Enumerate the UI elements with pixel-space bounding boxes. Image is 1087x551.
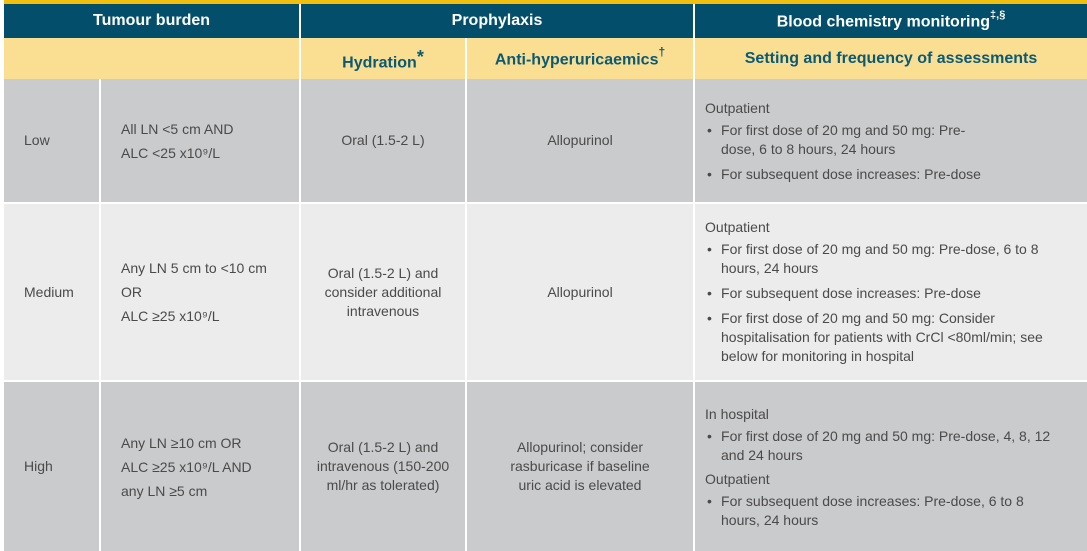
monitoring-cell xyxy=(694,382,1087,551)
criteria-line: Any LN ≥10 cm OR xyxy=(121,434,242,451)
monitoring-list xyxy=(705,492,1077,530)
anti-hyperuricaemics-cell: Allopurinol xyxy=(466,79,694,202)
subheader-hydration xyxy=(300,38,466,79)
monitoring-item-text: For subsequent dose increases: Pre-dose, 6 to 8 hours, 24 hours xyxy=(721,492,1024,528)
criteria-line: OR xyxy=(121,284,142,300)
header-tumour-burden-label: Tumour burden xyxy=(92,12,211,29)
criteria-line: ALC ≥25 x10⁹/L AND xyxy=(121,458,252,475)
subheader-empty xyxy=(4,38,300,79)
anti-hyperuricaemics-cell: Allopurinol xyxy=(466,204,694,380)
header-prophylaxis-label: Prophylaxis xyxy=(451,12,543,29)
bullet-icon: • xyxy=(707,284,712,301)
risk-level: Medium xyxy=(4,204,100,380)
bullet-icon: • xyxy=(707,427,712,444)
monitoring-item-text: For first dose of 20 mg and 50 mg: Pre-dose, 6 to 8 hours, 24 hours xyxy=(721,240,1039,276)
risk-level: High xyxy=(4,382,100,551)
subheader-setting xyxy=(694,38,1087,79)
monitoring-cell xyxy=(694,79,1087,202)
monitoring-cell xyxy=(694,204,1087,380)
monitoring-item xyxy=(705,284,1077,303)
monitoring-item-text: For first dose of 20 mg and 50 mg: Pre-dose, 6 to 8 hours, 24 hours xyxy=(721,121,966,157)
monitoring-item-text: For first dose of 20 mg and 50 mg: Consider hospitalisation for patients with CrCl <80ml/min; see below for monitoring in hospital xyxy=(721,309,1043,364)
criteria-line: Any LN 5 cm to <10 cm xyxy=(121,260,267,276)
header-blood-chemistry xyxy=(694,4,1087,38)
anti-hyperuricaemics-cell xyxy=(466,382,694,551)
monitoring-setting: In hospital xyxy=(705,405,769,422)
bullet-icon: • xyxy=(707,240,712,257)
risk-level: Low xyxy=(4,79,100,202)
risk-criteria xyxy=(100,382,300,551)
header-blood-chemistry-label: Blood chemistry monitoring xyxy=(776,13,991,31)
monitoring-setting: Outpatient xyxy=(705,218,770,235)
header-prophylaxis xyxy=(300,4,694,38)
bullet-icon: • xyxy=(707,165,712,182)
hydration-cell: Oral (1.5-2 L) xyxy=(300,79,466,202)
hydration-cell xyxy=(300,204,466,380)
hydration-text: Oral (1.5-2 L) and consider additional intravenous xyxy=(324,264,442,319)
criteria-line: All LN <5 cm AND xyxy=(121,120,234,137)
monitoring-item xyxy=(705,427,1077,465)
footnote-marker: † xyxy=(658,45,666,60)
monitoring-list xyxy=(705,121,1077,184)
monitoring-setting: Outpatient xyxy=(705,470,770,487)
monitoring-setting: Outpatient xyxy=(705,99,770,116)
risk-criteria xyxy=(100,79,300,202)
anti-hyperuricaemics-text: Allopurinol; consider rasburicase if baseline uric acid is elevated xyxy=(510,439,650,493)
subheader-row xyxy=(4,38,1087,79)
monitoring-item xyxy=(705,121,1077,159)
bullet-icon: • xyxy=(707,309,712,326)
subheader-hydration-label: Hydration xyxy=(342,54,417,72)
subheader-anti-hyperuricaemics xyxy=(466,38,694,79)
hydration-cell xyxy=(300,382,466,551)
tls-prophylaxis-table-container xyxy=(4,0,1087,551)
monitoring-item-text: For subsequent dose increases: Pre-dose xyxy=(721,165,981,182)
hydration-text: Oral (1.5-2 L) and intravenous (150-200 ml/hr as tolerated) xyxy=(316,439,450,493)
subheader-anti-hyperuricaemics-label: Anti-hyperuricaemics xyxy=(494,51,659,69)
tls-prophylaxis-table xyxy=(4,4,1087,551)
monitoring-item xyxy=(705,309,1077,366)
monitoring-item xyxy=(705,240,1077,278)
monitoring-item xyxy=(705,165,1077,184)
subheader-setting-label: Setting and frequency of assessments xyxy=(744,49,1038,67)
monitoring-item-text: For subsequent dose increases: Pre-dose xyxy=(721,284,981,301)
monitoring-list xyxy=(705,427,1077,465)
criteria-line: ALC ≥25 x10⁹/L xyxy=(121,308,220,324)
monitoring-item xyxy=(705,492,1077,530)
table-row-high xyxy=(4,382,1087,551)
header-tumour-burden xyxy=(4,4,300,38)
criteria-line: any LN ≥5 cm xyxy=(121,482,208,499)
bullet-icon: • xyxy=(707,121,712,138)
table-row-medium xyxy=(4,204,1087,380)
table-row-low xyxy=(4,79,1087,202)
monitoring-item-text: For first dose of 20 mg and 50 mg: Pre-dose, 4, 8, 12 and 24 hours xyxy=(721,427,1051,463)
footnote-marker: * xyxy=(416,46,424,67)
criteria-line: ALC <25 x10⁹/L xyxy=(121,144,221,161)
monitoring-list xyxy=(705,240,1077,366)
bullet-icon: • xyxy=(707,492,712,509)
risk-criteria xyxy=(100,204,300,380)
footnote-marker: ‡,§ xyxy=(990,8,1006,21)
header-row xyxy=(4,4,1087,38)
